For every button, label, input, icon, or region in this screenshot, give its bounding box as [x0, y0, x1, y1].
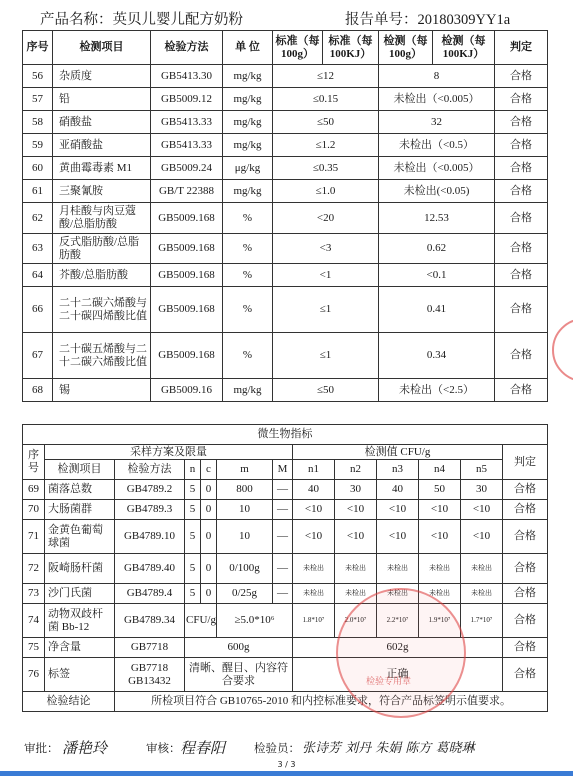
cell-std: ≤1	[273, 333, 379, 379]
micro-group-row	[23, 445, 548, 460]
approve-signature: 潘艳玲	[62, 739, 108, 757]
cell-std: <20	[273, 203, 379, 234]
product-name: 产品名称：英贝儿婴儿配方奶粉	[40, 12, 243, 28]
cell-unit: mg/kg	[223, 134, 273, 157]
cell-item: 大肠菌群	[45, 500, 115, 520]
inspector-signatures: 张诗芳 刘丹 朱娟 陈方 葛晓琳	[302, 741, 475, 756]
cell-method	[115, 658, 185, 692]
cell-no: 71	[23, 520, 45, 554]
cell-method: GB5009.16	[151, 379, 223, 402]
cell-unit: mg/kg	[223, 180, 273, 203]
edge-seal-stamp	[552, 318, 573, 382]
cell-n1: 未检出	[293, 584, 335, 604]
col-M: M	[273, 460, 293, 480]
cell-result: 8	[379, 65, 495, 88]
cell-result: 未检出(<0.05)	[379, 180, 495, 203]
cell-n5: 30	[461, 480, 503, 500]
cell-result: 0.62	[379, 234, 495, 264]
cell-c: 0	[201, 554, 217, 584]
conclusion-label: 检验结论	[23, 692, 115, 712]
cell-std: ≤0.35	[273, 157, 379, 180]
cell-n4: 1.9*10⁷	[419, 604, 461, 638]
cell-no: 67	[23, 333, 53, 379]
cell-std: ≤50	[273, 379, 379, 402]
cell-n2: 2.0*10⁷	[335, 604, 377, 638]
cell-result: 0.34	[379, 333, 495, 379]
cell-n5: <10	[461, 500, 503, 520]
cell-result: 未检出（<2.5）	[379, 379, 495, 402]
cell-no: 60	[23, 157, 53, 180]
method-line-2: GB13432	[128, 674, 171, 687]
cell-M: —	[273, 554, 293, 584]
inspection-seal	[336, 588, 466, 718]
page-number: 3 / 3	[277, 760, 296, 769]
cell-judge: 合格	[495, 264, 548, 287]
col-judge: 判定	[503, 445, 548, 480]
cell-no: 62	[23, 203, 53, 234]
report-header	[0, 6, 573, 28]
cell-method: GB7718	[115, 638, 185, 658]
inspector-label: 检验员：	[254, 743, 300, 755]
col-judge: 判定	[495, 31, 548, 65]
cell-judge: 合格	[503, 658, 548, 692]
cell-M: —	[273, 480, 293, 500]
col-n4: n4	[419, 460, 461, 480]
cell-n4: <10	[419, 500, 461, 520]
cell-no: 58	[23, 111, 53, 134]
col-n: n	[185, 460, 201, 480]
table-row	[23, 180, 548, 203]
cell-item: 亚硝酸盐	[53, 134, 151, 157]
cell-n1: <10	[293, 520, 335, 554]
cell-limit: ≥5.0*10⁶	[217, 604, 293, 638]
cell-item: 净含量	[45, 638, 115, 658]
cell-method: GB4789.34	[115, 604, 185, 638]
detect-label: 检测值 CFU/g	[293, 445, 503, 460]
cell-judge: 合格	[503, 500, 548, 520]
cell-method: GB4789.3	[115, 500, 185, 520]
viewer-bottom-bar	[0, 771, 573, 776]
cell-judge: 合格	[495, 287, 548, 333]
cell-std: 600g	[185, 638, 293, 658]
cell-item: 锡	[53, 379, 151, 402]
micro-title: 微生物指标	[23, 425, 548, 445]
cell-judge: 合格	[495, 157, 548, 180]
col-n3: n3	[377, 460, 419, 480]
cell-m: 0/100g	[217, 554, 273, 584]
cell-n3: 2.2*10⁷	[377, 604, 419, 638]
table-row	[23, 604, 548, 638]
cell-std: ≤0.15	[273, 88, 379, 111]
cell-std: ≤1.0	[273, 180, 379, 203]
col-std-100g: 标准（每100g）	[273, 31, 323, 65]
cell-n4: <10	[419, 520, 461, 554]
cell-n2: <10	[335, 500, 377, 520]
cell-result: <0.1	[379, 264, 495, 287]
cell-judge: 合格	[495, 65, 548, 88]
table-row	[23, 379, 548, 402]
cell-n2: 30	[335, 480, 377, 500]
cell-method: GB4789.10	[115, 520, 185, 554]
cell-judge: 合格	[495, 180, 548, 203]
cell-n3: <10	[377, 500, 419, 520]
cell-method: GB5413.33	[151, 134, 223, 157]
cell-unit: %	[223, 287, 273, 333]
cell-M: —	[273, 520, 293, 554]
cell-method: GB5009.168	[151, 234, 223, 264]
cell-M: —	[273, 500, 293, 520]
cell-item: 菌落总数	[45, 480, 115, 500]
cell-n3: 40	[377, 480, 419, 500]
cell-judge: 合格	[503, 520, 548, 554]
cell-std: ≤12	[273, 65, 379, 88]
cell-result: 未检出（<0.005）	[379, 88, 495, 111]
cell-method: GB5413.33	[151, 111, 223, 134]
cell-item: 二十碳五烯酸与二十二碳六烯酸比值	[53, 333, 151, 379]
cell-item: 金黄色葡萄球菌	[45, 520, 115, 554]
cell-n1: <10	[293, 500, 335, 520]
cell-m: 10	[217, 500, 273, 520]
cell-unit: mg/kg	[223, 111, 273, 134]
cell-m: 800	[217, 480, 273, 500]
cell-judge: 合格	[495, 134, 548, 157]
cell-n2: <10	[335, 520, 377, 554]
col-item: 检测项目	[53, 31, 151, 65]
cell-n1: 未检出	[293, 554, 335, 584]
cell-method: GB5009.168	[151, 287, 223, 333]
cell-result: 正确	[293, 658, 503, 692]
cell-judge: 合格	[495, 111, 548, 134]
cell-judge: 合格	[503, 584, 548, 604]
col-method: 检验方法	[115, 460, 185, 480]
table-row	[23, 134, 548, 157]
cell-n2: 未检出	[335, 584, 377, 604]
table-row	[23, 333, 548, 379]
cell-n: 5	[185, 500, 201, 520]
cell-n4: 未检出	[419, 584, 461, 604]
cell-unit: CFU/g	[185, 604, 217, 638]
cell-judge: 合格	[495, 379, 548, 402]
cell-std: ≤1.2	[273, 134, 379, 157]
cell-no: 68	[23, 379, 53, 402]
table-row	[23, 554, 548, 584]
cell-m: 10	[217, 520, 273, 554]
cell-item: 铅	[53, 88, 151, 111]
cell-c: 0	[201, 480, 217, 500]
cell-method: GB4789.2	[115, 480, 185, 500]
col-item: 检测项目	[45, 460, 115, 480]
cell-method: GB5009.12	[151, 88, 223, 111]
cell-unit: %	[223, 333, 273, 379]
cell-item: 三聚氰胺	[53, 180, 151, 203]
cell-item: 硝酸盐	[53, 111, 151, 134]
method-line-1: GB7718	[130, 661, 169, 674]
chemical-indicators-table	[22, 30, 548, 402]
table-row	[23, 638, 548, 658]
cell-no: 70	[23, 500, 45, 520]
table-row	[23, 88, 548, 111]
cell-unit: %	[223, 203, 273, 234]
col-detect-100kj: 检测（每100KJ）	[433, 31, 495, 65]
cell-item: 杂质度	[53, 65, 151, 88]
cell-no: 75	[23, 638, 45, 658]
table-row	[23, 480, 548, 500]
cell-std: <3	[273, 234, 379, 264]
report-number: 报告单号：20180309YY1a	[345, 12, 511, 28]
cell-n5: <10	[461, 520, 503, 554]
cell-judge: 合格	[503, 638, 548, 658]
cell-n: 5	[185, 554, 201, 584]
cell-judge: 合格	[495, 88, 548, 111]
cell-result: 0.41	[379, 287, 495, 333]
cell-item: 月桂酸与肉豆蔻酸/总脂肪酸	[53, 203, 151, 234]
cell-n5: 未检出	[461, 584, 503, 604]
col-n2: n2	[335, 460, 377, 480]
cell-item: 二十二碳六烯酸与二十碳四烯酸比值	[53, 287, 151, 333]
cell-std: ≤1	[273, 287, 379, 333]
cell-n3: 未检出	[377, 554, 419, 584]
cell-method: GB5009.24	[151, 157, 223, 180]
table-row	[23, 111, 548, 134]
cell-c: 0	[201, 520, 217, 554]
cell-method: GB5009.168	[151, 264, 223, 287]
micro-header-row	[23, 460, 548, 480]
cell-n3: 未检出	[377, 584, 419, 604]
cell-no: 57	[23, 88, 53, 111]
approve-label: 审批：	[24, 743, 59, 755]
cell-item: 反式脂肪酸/总脂肪酸	[53, 234, 151, 264]
plan-label: 采样方案及限量	[45, 445, 293, 460]
cell-item: 沙门氏菌	[45, 584, 115, 604]
cell-unit: %	[223, 264, 273, 287]
cell-judge: 合格	[495, 203, 548, 234]
cell-judge: 合格	[503, 480, 548, 500]
cell-result: 602g	[293, 638, 503, 658]
cell-result: 未检出（<0.5）	[379, 134, 495, 157]
cell-n5: 未检出	[461, 554, 503, 584]
table-row	[23, 264, 548, 287]
cell-no: 66	[23, 287, 53, 333]
col-method: 检验方法	[151, 31, 223, 65]
microbiology-table	[22, 424, 548, 712]
cell-no: 61	[23, 180, 53, 203]
col-n1: n1	[293, 460, 335, 480]
cell-judge: 合格	[495, 333, 548, 379]
cell-std: 清晰、醒目、内容符合要求	[185, 658, 293, 692]
cell-unit: mg/kg	[223, 65, 273, 88]
cell-unit: mg/kg	[223, 88, 273, 111]
cell-c: 0	[201, 500, 217, 520]
table-row	[23, 520, 548, 554]
review-signature: 程春阳	[180, 739, 226, 757]
cell-no: 74	[23, 604, 45, 638]
cell-no: 73	[23, 584, 45, 604]
cell-no: 69	[23, 480, 45, 500]
review-label: 审核：	[146, 743, 181, 755]
cell-method: GB4789.40	[115, 554, 185, 584]
cell-M: —	[273, 584, 293, 604]
cell-n1: 1.8*10⁷	[293, 604, 335, 638]
cell-no: 64	[23, 264, 53, 287]
col-m: m	[217, 460, 273, 480]
cell-n5: 1.7*10⁷	[461, 604, 503, 638]
cell-no: 56	[23, 65, 53, 88]
cell-item: 阪崎肠杆菌	[45, 554, 115, 584]
col-std-100kj: 标准（每100KJ）	[323, 31, 379, 65]
cell-item: 黄曲霉毒素 M1	[53, 157, 151, 180]
cell-no: 63	[23, 234, 53, 264]
cell-unit: μg/kg	[223, 157, 273, 180]
cell-method: GB5413.30	[151, 65, 223, 88]
cell-method: GB/T 22388	[151, 180, 223, 203]
table-header-row	[23, 31, 548, 65]
col-unit: 单 位	[223, 31, 273, 65]
cell-n4: 50	[419, 480, 461, 500]
cell-std: <1	[273, 264, 379, 287]
cell-n: 5	[185, 584, 201, 604]
col-no: 序号	[23, 31, 53, 65]
cell-unit: mg/kg	[223, 379, 273, 402]
cell-no: 76	[23, 658, 45, 692]
cell-n: 5	[185, 480, 201, 500]
cell-n1: 40	[293, 480, 335, 500]
table-row	[23, 287, 548, 333]
cell-std: ≤50	[273, 111, 379, 134]
table-row	[23, 234, 548, 264]
cell-n3: <10	[377, 520, 419, 554]
conclusion-text: 所检项目符合 GB10765-2010 和内控标准要求，符合产品标签明示值要求。	[115, 692, 548, 712]
cell-method: GB5009.168	[151, 333, 223, 379]
cell-judge: 合格	[503, 554, 548, 584]
cell-judge: 合格	[503, 604, 548, 638]
cell-n4: 未检出	[419, 554, 461, 584]
table-row	[23, 65, 548, 88]
cell-no: 59	[23, 134, 53, 157]
cell-no: 72	[23, 554, 45, 584]
cell-method: GB5009.168	[151, 203, 223, 234]
cell-result: 未检出（<0.005）	[379, 157, 495, 180]
col-c: c	[201, 460, 217, 480]
table-row	[23, 584, 548, 604]
seal-text: 检验专用章	[366, 677, 412, 687]
table-row	[23, 500, 548, 520]
cell-m: 0/25g	[217, 584, 273, 604]
table-row	[23, 658, 548, 692]
table-row	[23, 203, 548, 234]
cell-result: 32	[379, 111, 495, 134]
cell-result: 12.53	[379, 203, 495, 234]
cell-method: GB4789.4	[115, 584, 185, 604]
cell-item: 芥酸/总脂肪酸	[53, 264, 151, 287]
table-row	[23, 157, 548, 180]
cell-item: 动物双歧杆菌 Bb-12	[45, 604, 115, 638]
micro-title-row	[23, 425, 548, 445]
cell-n2: 未检出	[335, 554, 377, 584]
cell-unit: %	[223, 234, 273, 264]
cell-item: 标签	[45, 658, 115, 692]
cell-judge: 合格	[495, 234, 548, 264]
col-no: 序号	[23, 445, 45, 480]
conclusion-row	[23, 692, 548, 712]
col-detect-100g: 检测（每100g）	[379, 31, 433, 65]
cell-c: 0	[201, 584, 217, 604]
cell-n: 5	[185, 520, 201, 554]
col-n5: n5	[461, 460, 503, 480]
